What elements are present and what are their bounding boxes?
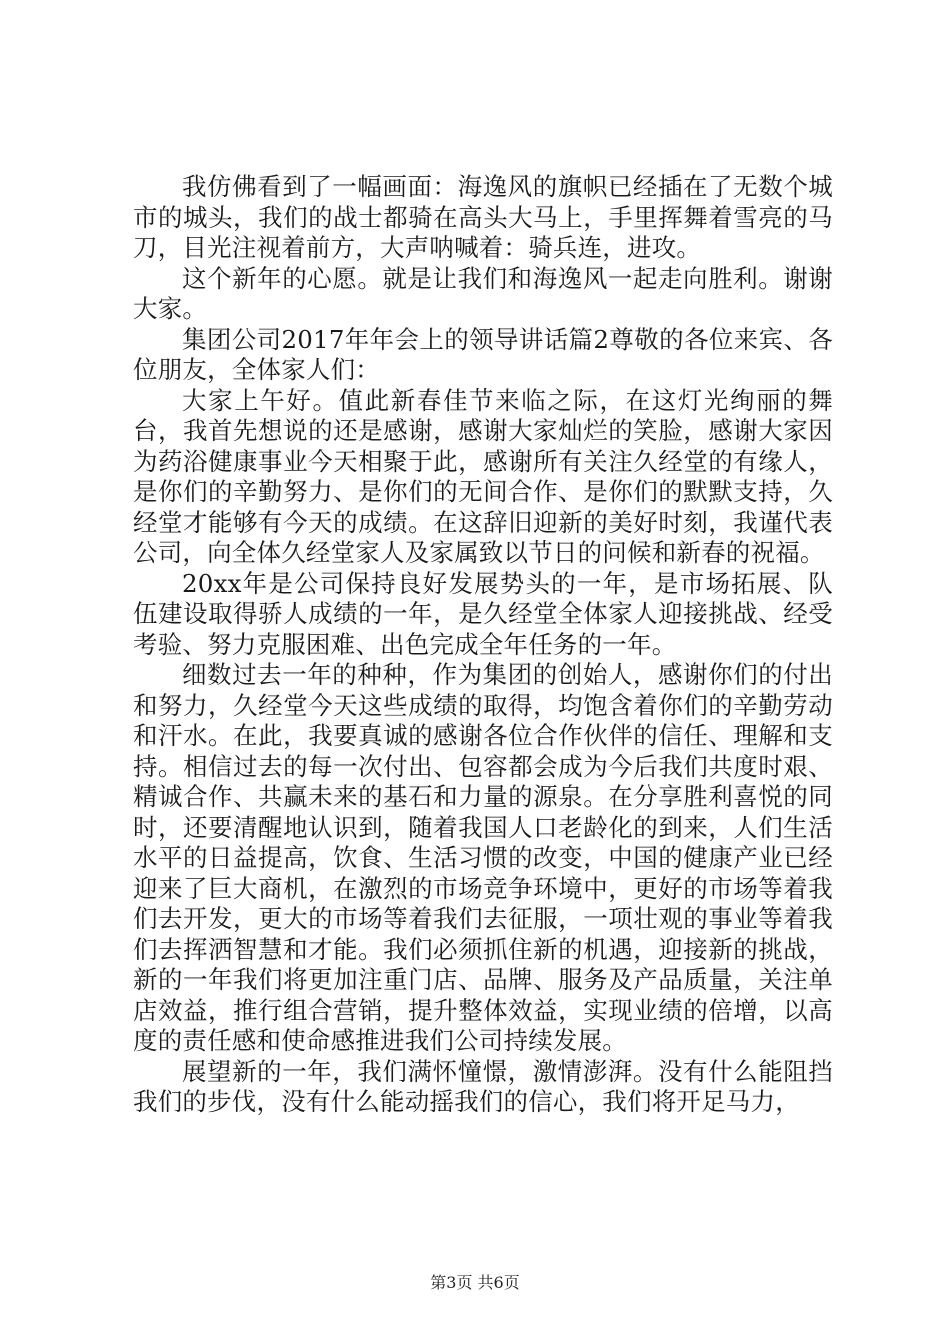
paragraph-4: 大家上午好。值此新春佳节来临之际，在这灯光绚丽的舞台，我首先想说的还是感谢，感谢大家灿烂的笑脸，感谢大家因为药浴健康事业今天相聚于此，感谢所有关注久经堂的有缘人，是你们的辛勤努力、是你们的无间合作、是你们的默默支持，久经堂才能够有今天的成绩。在这辞旧迎新的美好时刻，我谨代表公司，向全体久经堂家人及家属致以节日的问候和新春的祝福。 [133, 385, 833, 567]
paragraph-1: 我仿佛看到了一幅画面：海逸风的旗帜已经插在了无数个城市的城头，我们的战士都骑在高头大马上，手里挥舞着雪亮的马刀，目光注视着前方，大声呐喊着：骑兵连，进攻。 [133, 172, 833, 262]
paragraph-3: 集团公司2017年年会上的领导讲话篇2尊敬的各位来宾、各位朋友，全体家人们： [133, 324, 833, 384]
page-number-footer: 第3页 共6页 [430, 1273, 520, 1292]
paragraph-6: 细数过去一年的种种，作为集团的创始人，感谢你们的付出和努力，久经堂今天这些成绩的取得，均饱含着你们的辛勤劳动和汗水。在此，我要真诚的感谢各位合作伙伴的信任、理解和支持。相信过去的每一次付出、包容都会成为今后我们共度时艰、精诚合作、共赢未来的基石和力量的源泉。在分享胜利喜悦的同时，还要清醒地认识到，随着我国人口老龄化的到来，人们生活水平的日益提高，饮食、生活习惯的改变，中国的健康产业已经迎来了巨大商机，在激烈的市场竞争环境中，更好的市场等着我们去开发，更大的市场等着我们去征服，一项壮观的事业等着我们去挥洒智慧和才能。我们必须抓住新的机遇，迎接新的挑战，新的一年我们将更加注重门店、品牌、服务及产品质量，关注单店效益，推行组合营销，提升整体效益，实现业绩的倍增，以高度的责任感和使命感推进我们公司持续发展。 [133, 660, 833, 1055]
document-body [133, 172, 833, 1118]
paragraph-7: 展望新的一年，我们满怀憧憬，激情澎湃。没有什么能阻挡我们的步伐，没有什么能动摇我们的信心，我们将开足马力， [133, 1056, 833, 1116]
paragraph-5: 20xx年是公司保持良好发展势头的一年，是市场拓展、队伍建设取得骄人成绩的一年，是久经堂全体家人迎接挑战、经受考验、努力克服困难、出色完成全年任务的一年。 [133, 568, 833, 659]
paragraph-2: 这个新年的心愿。就是让我们和海逸风一起走向胜利。谢谢大家。 [133, 263, 833, 323]
